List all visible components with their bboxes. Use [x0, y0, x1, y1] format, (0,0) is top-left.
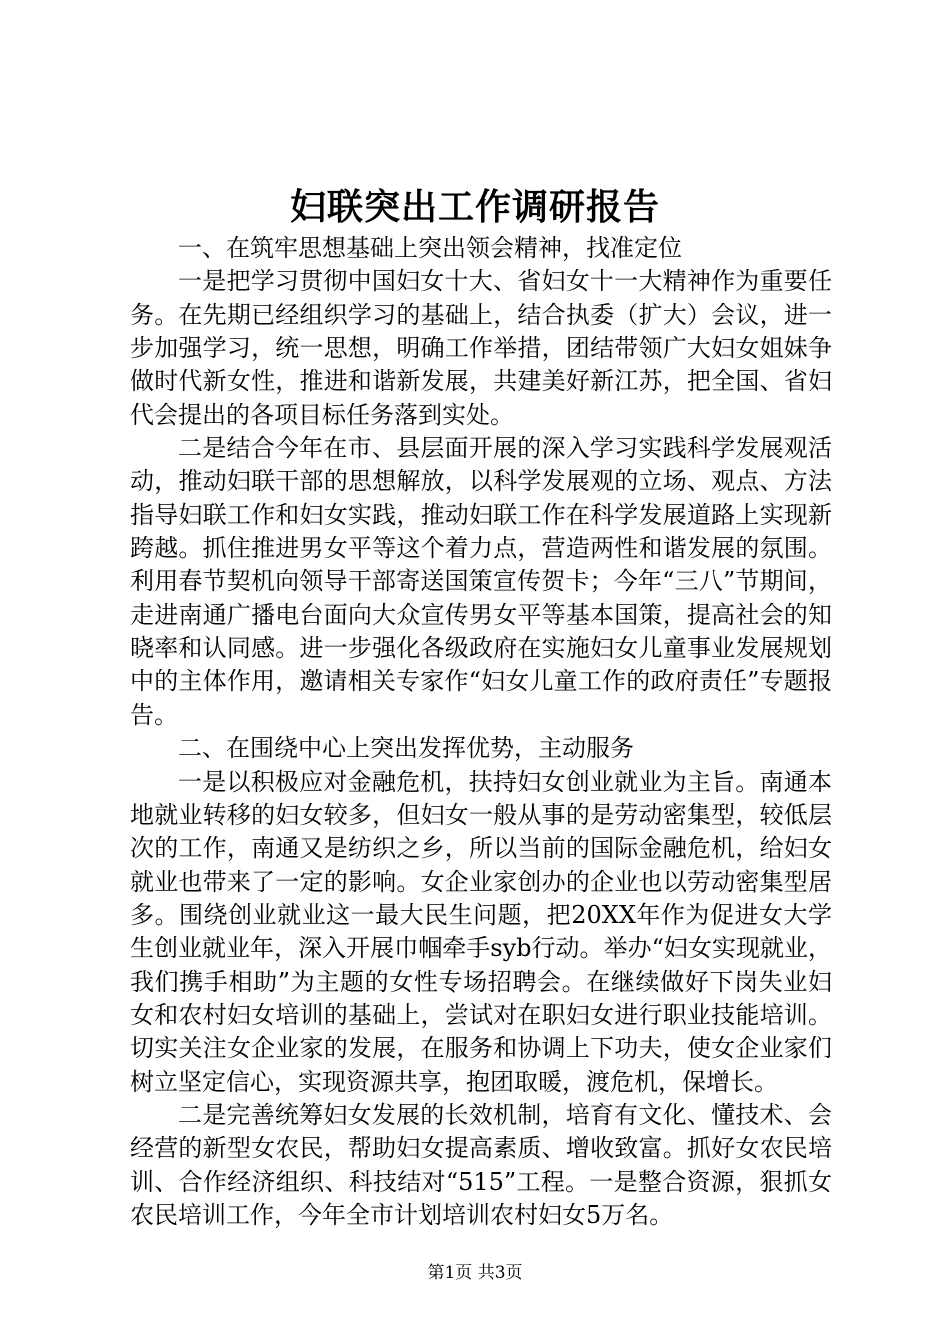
document-title: 妇联突出工作调研报告 [289, 186, 660, 228]
body-paragraph: 一是以积极应对金融危机，扶持妇女创业就业为主旨。南通本地就业转移的妇女较多，但妇女一般从事的是劳动密集型，较低层次的工作，南通又是纺织之乡，所以当前的国际金融危机，给妇女就业也带来了一定的影响。女企业家创办的企业也以劳动密集型居多。围绕创业就业这一最大民生问题，把20XX年作为促进女大学生创业就业年，深入开展巾帼牵手syb行动。举办“妇女实现就业，我们携手相助”为主题的女性专场招聘会。在继续做好下岗失业妇女和农村妇女培训的基础上，尝试对在职妇女进行职业技能培训。切实关注女企业家的发展，在服务和协调上下功夫，使女企业家们树立坚定信心，实现资源共享，抱团取暖，渡危机，保增长。 [130, 767, 832, 1096]
section-heading-2: 二、在围绕中心上突出发挥优势，主动服务 [178, 734, 634, 763]
body-paragraph: 二是完善统筹妇女发展的长效机制，培育有文化、懂技术、会经营的新型女农民，帮助妇女提高素质、增收致富。抓好女农民培训、合作经济组织、科技结对“515”工程。一是整合资源，狠抓女农民培训工作，今年全市计划培训农村妇女5万名。 [130, 1100, 832, 1229]
body-paragraph: 二是结合今年在市、县层面开展的深入学习实践科学发展观活动，推动妇联干部的思想解放，以科学发展观的立场、观点、方法指导妇联工作和妇女实践，推动妇联工作在科学发展道路上实现新跨越。抓住推进男女平等这个着力点，营造两性和谐发展的氛围。利用春节契机向领导干部寄送国策宣传贺卡；今年“三八”节期间，走进南通广播电台面向大众宣传男女平等基本国策，提高社会的知晓率和认同感。进一步强化各级政府在实施妇女儿童事业发展规划中的主体作用，邀请相关专家作“妇女儿童工作的政府责任”专题报告。 [130, 434, 832, 729]
body-paragraph: 一是把学习贯彻中国妇女十大、省妇女十一大精神作为重要任务。在先期已经组织学习的基础上，结合执委（扩大）会议，进一步加强学习，统一思想，明确工作举措，团结带领广大妇女姐妹争做时代新女性，推进和谐新发展，共建美好新江苏，把全国、省妇代会提出的各项目标任务落到实处。 [130, 267, 832, 429]
section-heading-1: 一、在筑牢思想基础上突出领会精神，找准定位 [178, 234, 682, 262]
page-number-footer: 第1页 共3页 [427, 1263, 523, 1283]
document-body [130, 232, 832, 1232]
